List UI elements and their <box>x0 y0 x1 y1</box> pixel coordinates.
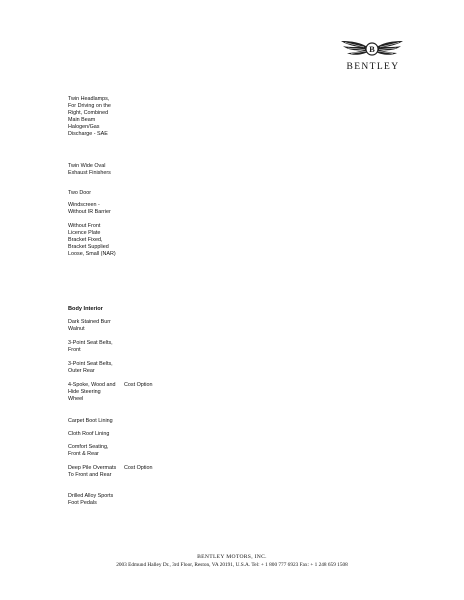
spec-item: Carpet Boot Lining <box>68 418 113 424</box>
spec-item: Twin Headlamps, For Driving on the Right, Combined Main Beam Halogen/Gas Discharge - SAE <box>68 96 111 137</box>
spec-item: 3-Point Seat Belts, Outer Rear <box>68 361 113 374</box>
spec-item: Deep Pile Overmats To Front and Rear <box>68 465 117 478</box>
spec-item: Two Door <box>68 190 92 196</box>
spec-item: Dark Stained Burr Walnut <box>68 319 111 332</box>
footer-address: 2003 Edmund Halley Dr., 3rd Floor, Reston, VA 20191, U.S.A. Tel: + 1 800 777 6923 Fax: + 1 248 659 1508 <box>116 562 348 568</box>
wordmark: BENTLEY <box>346 62 400 72</box>
cost-option-label: Cost Option <box>124 465 153 471</box>
svg-text:B: B <box>369 44 375 55</box>
spec-item: Cloth Roof Lining <box>68 431 110 437</box>
spec-item: Twin Wide Oval Exhaust Finishers <box>68 163 111 176</box>
spec-item: 4-Spoke, Wood and Hide Steering Wheel <box>68 382 116 402</box>
bentley-logo <box>340 38 404 76</box>
footer-company-name: BENTLEY MOTORS, INC. <box>197 554 267 560</box>
spec-item: 3-Point Seat Belts, Front <box>68 340 113 353</box>
winged-b-emblem-icon <box>340 38 404 60</box>
section-heading: Body Interior <box>68 306 103 312</box>
spec-item: Windscreen - Without IR Barrier <box>68 202 111 215</box>
spec-item: Comfort Seating, Front & Rear <box>68 444 109 457</box>
spec-item: Drilled Alloy Sports Foot Pedals <box>68 493 114 506</box>
spec-item: Without Front Licence Plate Bracket Fixed, Bracket Supplied Loose, Small (NAR) <box>68 223 116 257</box>
cost-option-label: Cost Option <box>124 382 153 388</box>
